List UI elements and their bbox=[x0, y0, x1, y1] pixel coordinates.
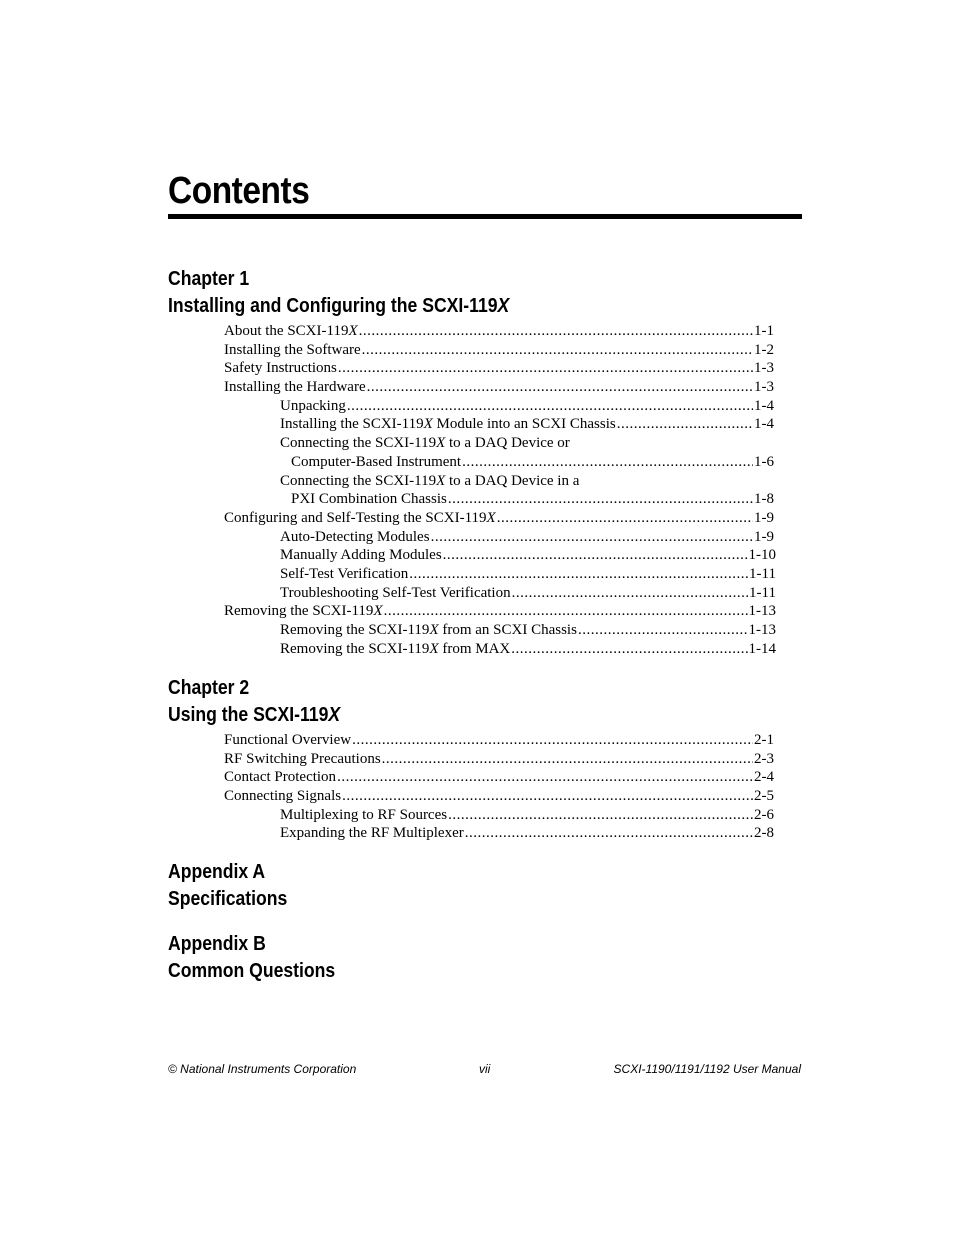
toc-entry-line bbox=[280, 434, 776, 453]
toc-page-number: 2-8 bbox=[754, 825, 774, 842]
toc-page-number: 1-9 bbox=[754, 509, 774, 526]
toc-entry-line bbox=[280, 640, 776, 659]
toc-entry[interactable] bbox=[168, 341, 802, 360]
toc-entry[interactable] bbox=[168, 787, 802, 806]
toc-entry-line bbox=[280, 546, 776, 565]
toc-entry-line bbox=[224, 378, 776, 397]
toc-entry-title bbox=[224, 602, 383, 621]
toc-entry-title-ital: X bbox=[423, 416, 433, 433]
toc-entry-title-rest: Module into an SCXI Chassis bbox=[432, 416, 616, 433]
chapter-2-toc bbox=[168, 731, 802, 843]
dot-leader bbox=[465, 824, 753, 843]
dot-leader bbox=[497, 509, 753, 528]
dot-leader bbox=[382, 750, 753, 769]
toc-page-number: 1-1 bbox=[754, 323, 774, 339]
toc-entry-title bbox=[224, 509, 496, 528]
chapter-1-section bbox=[168, 266, 802, 658]
toc-entry-title-ital: X bbox=[348, 323, 358, 339]
toc-entry[interactable] bbox=[168, 359, 802, 378]
page-title: Contents bbox=[168, 170, 310, 212]
toc-entry-line bbox=[224, 731, 776, 750]
toc-entry-title-text: Expanding the RF Multiplexer bbox=[280, 825, 464, 842]
toc-entry-title bbox=[224, 359, 337, 378]
toc-entry-title-text: Configuring and Self-Testing the SCXI-119 bbox=[224, 509, 487, 526]
toc-entry-line bbox=[224, 341, 776, 360]
toc-entry-title-text: Installing the SCXI-119 bbox=[280, 416, 424, 433]
toc-entry-line bbox=[280, 824, 776, 843]
toc-entry-title-rest: to a DAQ Device or bbox=[445, 435, 570, 452]
toc-page-number: 2-3 bbox=[754, 750, 774, 767]
chapter-2-label[interactable]: Chapter 2 bbox=[168, 677, 250, 699]
dot-leader bbox=[448, 806, 753, 825]
toc-entry-line bbox=[224, 787, 776, 806]
toc-entry-title bbox=[280, 621, 577, 640]
toc-entry-title bbox=[224, 322, 358, 341]
toc-entry-line bbox=[224, 509, 776, 528]
toc-entry-title-text: Functional Overview bbox=[224, 732, 352, 748]
toc-entry-title bbox=[280, 640, 510, 659]
toc-entry[interactable] bbox=[168, 472, 802, 491]
toc-entry-title bbox=[291, 490, 447, 509]
toc-page-number: 2-4 bbox=[754, 769, 774, 786]
appendix-b-title[interactable]: Common Questions bbox=[168, 960, 336, 982]
toc-entry[interactable] bbox=[168, 621, 802, 640]
toc-entry-line bbox=[224, 602, 776, 621]
toc-page-number: 1-6 bbox=[754, 453, 774, 470]
toc-page-number: 1-13 bbox=[748, 622, 776, 638]
toc-entry-title bbox=[224, 750, 381, 769]
appendix-a-section bbox=[168, 859, 802, 913]
appendix-b-label[interactable]: Appendix B bbox=[168, 933, 266, 955]
toc-entry-title-text: Contact Protection bbox=[224, 769, 337, 786]
toc-entry[interactable] bbox=[168, 509, 802, 528]
toc-entry-line bbox=[224, 359, 776, 378]
dot-leader bbox=[362, 341, 753, 360]
toc-entry[interactable] bbox=[168, 584, 802, 603]
toc-entry-line bbox=[280, 621, 776, 640]
dot-leader bbox=[443, 546, 748, 565]
dot-leader bbox=[338, 359, 753, 378]
toc-entry-title-text: Unpacking bbox=[280, 397, 346, 414]
toc-entry[interactable] bbox=[168, 640, 802, 659]
toc-entry[interactable] bbox=[168, 565, 802, 584]
toc-entry-title-text: Removing the SCXI-119 bbox=[280, 640, 430, 657]
toc-page-number: 1-11 bbox=[749, 584, 776, 601]
toc-entry-line bbox=[291, 490, 776, 509]
toc-entry-title-text: Removing the SCXI-119 bbox=[280, 622, 430, 638]
toc-entry-line bbox=[291, 453, 776, 472]
toc-entry-title bbox=[224, 731, 351, 750]
dot-leader bbox=[511, 640, 747, 659]
toc-entry-title bbox=[224, 768, 336, 787]
dot-leader bbox=[431, 528, 753, 547]
toc-entry-title bbox=[280, 584, 511, 603]
toc-page-number: 2-5 bbox=[754, 788, 774, 805]
chapter-1-label[interactable]: Chapter 1 bbox=[168, 268, 250, 290]
toc-entry-title-text: RF Switching Precautions bbox=[224, 750, 381, 767]
toc-entry-line bbox=[224, 750, 776, 769]
toc-page-number: 2-1 bbox=[754, 732, 774, 748]
toc-entry[interactable] bbox=[168, 731, 802, 750]
toc-entry-title-text: Installing the Hardware bbox=[224, 379, 366, 396]
toc-entry-title bbox=[280, 434, 570, 453]
toc-entry-title bbox=[280, 415, 616, 434]
footer-copyright: © National Instruments Corporation bbox=[168, 1062, 357, 1076]
toc-entry-line bbox=[280, 415, 776, 434]
toc-entry[interactable] bbox=[168, 415, 802, 434]
dot-leader bbox=[367, 378, 753, 397]
toc-entry-line bbox=[224, 768, 776, 787]
dot-leader bbox=[462, 453, 753, 472]
toc-entry-title bbox=[224, 787, 341, 806]
chapter-2-title-main: Using the SCXI-119 bbox=[168, 704, 329, 726]
toc-entry-title bbox=[280, 824, 464, 843]
toc-entry-title-rest: from MAX bbox=[438, 640, 511, 657]
toc-entry[interactable] bbox=[168, 490, 802, 509]
toc-entry-title bbox=[224, 341, 361, 360]
toc-page-number: 1-4 bbox=[754, 416, 774, 433]
toc-page-number: 1-3 bbox=[754, 379, 774, 396]
toc-page-number: 1-11 bbox=[749, 565, 776, 582]
dot-leader bbox=[347, 397, 753, 416]
toc-entry-title bbox=[280, 397, 346, 416]
toc-page-number: 1-8 bbox=[754, 491, 774, 508]
toc-entry-line bbox=[280, 565, 776, 584]
toc-entry-title-rest: from an SCXI Chassis bbox=[438, 622, 577, 638]
toc-entry[interactable] bbox=[168, 750, 802, 769]
chapter-1-toc bbox=[168, 322, 802, 658]
toc-entry-title-text: Connecting Signals bbox=[224, 788, 342, 805]
toc-entry-title bbox=[280, 528, 430, 547]
toc-entry-line bbox=[280, 472, 776, 491]
toc-entry-title-ital: X bbox=[486, 509, 496, 526]
toc-entry[interactable] bbox=[168, 768, 802, 787]
toc-entry-line bbox=[280, 397, 776, 416]
footer-page-number: vii bbox=[479, 1062, 491, 1076]
dot-leader bbox=[617, 415, 753, 434]
dot-leader bbox=[448, 490, 753, 509]
chapter-2-title-ital: X bbox=[328, 704, 341, 726]
toc-page-number: 1-14 bbox=[748, 640, 776, 657]
toc-entry-title bbox=[224, 378, 366, 397]
dot-leader bbox=[352, 731, 753, 750]
toc-page-number: 2-6 bbox=[754, 806, 774, 823]
appendix-a-title[interactable]: Specifications bbox=[168, 888, 288, 910]
toc-entry-title bbox=[280, 472, 579, 491]
toc-entry-title-text: About the SCXI-119 bbox=[224, 323, 349, 339]
toc-entry-title bbox=[280, 806, 447, 825]
toc-entry-title bbox=[280, 565, 408, 584]
toc-entry[interactable] bbox=[168, 528, 802, 547]
toc-entry-title-text: Installing the Software bbox=[224, 341, 361, 358]
dot-leader bbox=[578, 621, 748, 640]
toc-page-number: 1-2 bbox=[754, 341, 774, 358]
toc-page-number: 1-13 bbox=[748, 603, 776, 620]
toc-entry-line bbox=[280, 528, 776, 547]
toc-entry-title-text: Multiplexing to RF Sources bbox=[280, 806, 448, 823]
toc-entry-title-text: Computer-Based Instrument bbox=[291, 453, 462, 470]
toc-entry-title bbox=[291, 453, 461, 472]
dot-leader bbox=[384, 602, 748, 621]
chapter-1-title-ital: X bbox=[497, 295, 510, 317]
appendix-a-label[interactable]: Appendix A bbox=[168, 861, 266, 883]
toc-entry-title-text: PXI Combination Chassis bbox=[291, 491, 447, 508]
toc-entry[interactable] bbox=[168, 806, 802, 825]
dot-leader bbox=[359, 322, 753, 341]
toc-entry[interactable] bbox=[168, 397, 802, 416]
toc-entry-title bbox=[280, 546, 442, 565]
toc-entry-line bbox=[224, 322, 776, 341]
toc-entry[interactable] bbox=[168, 602, 802, 621]
toc-entry-line bbox=[280, 584, 776, 603]
toc-entry[interactable] bbox=[168, 546, 802, 565]
toc-entry-title-ital: X bbox=[429, 622, 439, 638]
toc-entry[interactable] bbox=[168, 434, 802, 453]
toc-entry[interactable] bbox=[168, 378, 802, 397]
toc-entry-title-text: Troubleshooting Self-Test Verification bbox=[280, 584, 511, 601]
toc-entry-title-ital: X bbox=[429, 640, 439, 657]
toc-page-number: 1-10 bbox=[748, 547, 776, 564]
chapter-1-title-main: Installing and Configuring the SCXI-119 bbox=[168, 295, 498, 317]
toc-page-number: 1-4 bbox=[754, 397, 774, 414]
toc-entry-line bbox=[280, 806, 776, 825]
toc-entry[interactable] bbox=[168, 453, 802, 472]
toc-entry-title-text: Manually Adding Modules bbox=[280, 547, 442, 564]
toc-page-number: 1-9 bbox=[754, 528, 774, 545]
toc-page-number: 1-3 bbox=[754, 360, 774, 377]
chapter-2-title[interactable] bbox=[168, 702, 726, 729]
toc-entry[interactable] bbox=[168, 824, 802, 843]
toc-entry-title-rest: to a DAQ Device in a bbox=[445, 472, 580, 489]
toc-entry-title-text: Removing the SCXI-119 bbox=[224, 603, 374, 620]
footer-manual-title: SCXI-1190/1191/1192 User Manual bbox=[613, 1062, 801, 1076]
toc-entry-title-text: Connecting the SCXI-119 bbox=[280, 435, 437, 452]
toc-entry[interactable] bbox=[168, 322, 802, 341]
dot-leader bbox=[337, 768, 753, 787]
toc-entry-title-ital: X bbox=[436, 435, 446, 452]
dot-leader bbox=[512, 584, 748, 603]
dot-leader bbox=[342, 787, 753, 806]
toc-entry-title-text: Self-Test Verification bbox=[280, 565, 409, 582]
toc-entry-title-text: Safety Instructions bbox=[224, 360, 337, 377]
chapter-2-section bbox=[168, 675, 802, 843]
appendix-b-section bbox=[168, 931, 802, 985]
title-divider bbox=[168, 214, 802, 219]
dot-leader bbox=[409, 565, 748, 584]
toc-entry-title-text: Connecting the SCXI-119 bbox=[280, 472, 437, 489]
toc-entry-title-ital: X bbox=[436, 472, 446, 489]
toc-entry-title-ital: X bbox=[373, 603, 383, 620]
chapter-1-title[interactable] bbox=[168, 293, 726, 320]
toc-entry-title-text: Auto-Detecting Modules bbox=[280, 528, 430, 545]
